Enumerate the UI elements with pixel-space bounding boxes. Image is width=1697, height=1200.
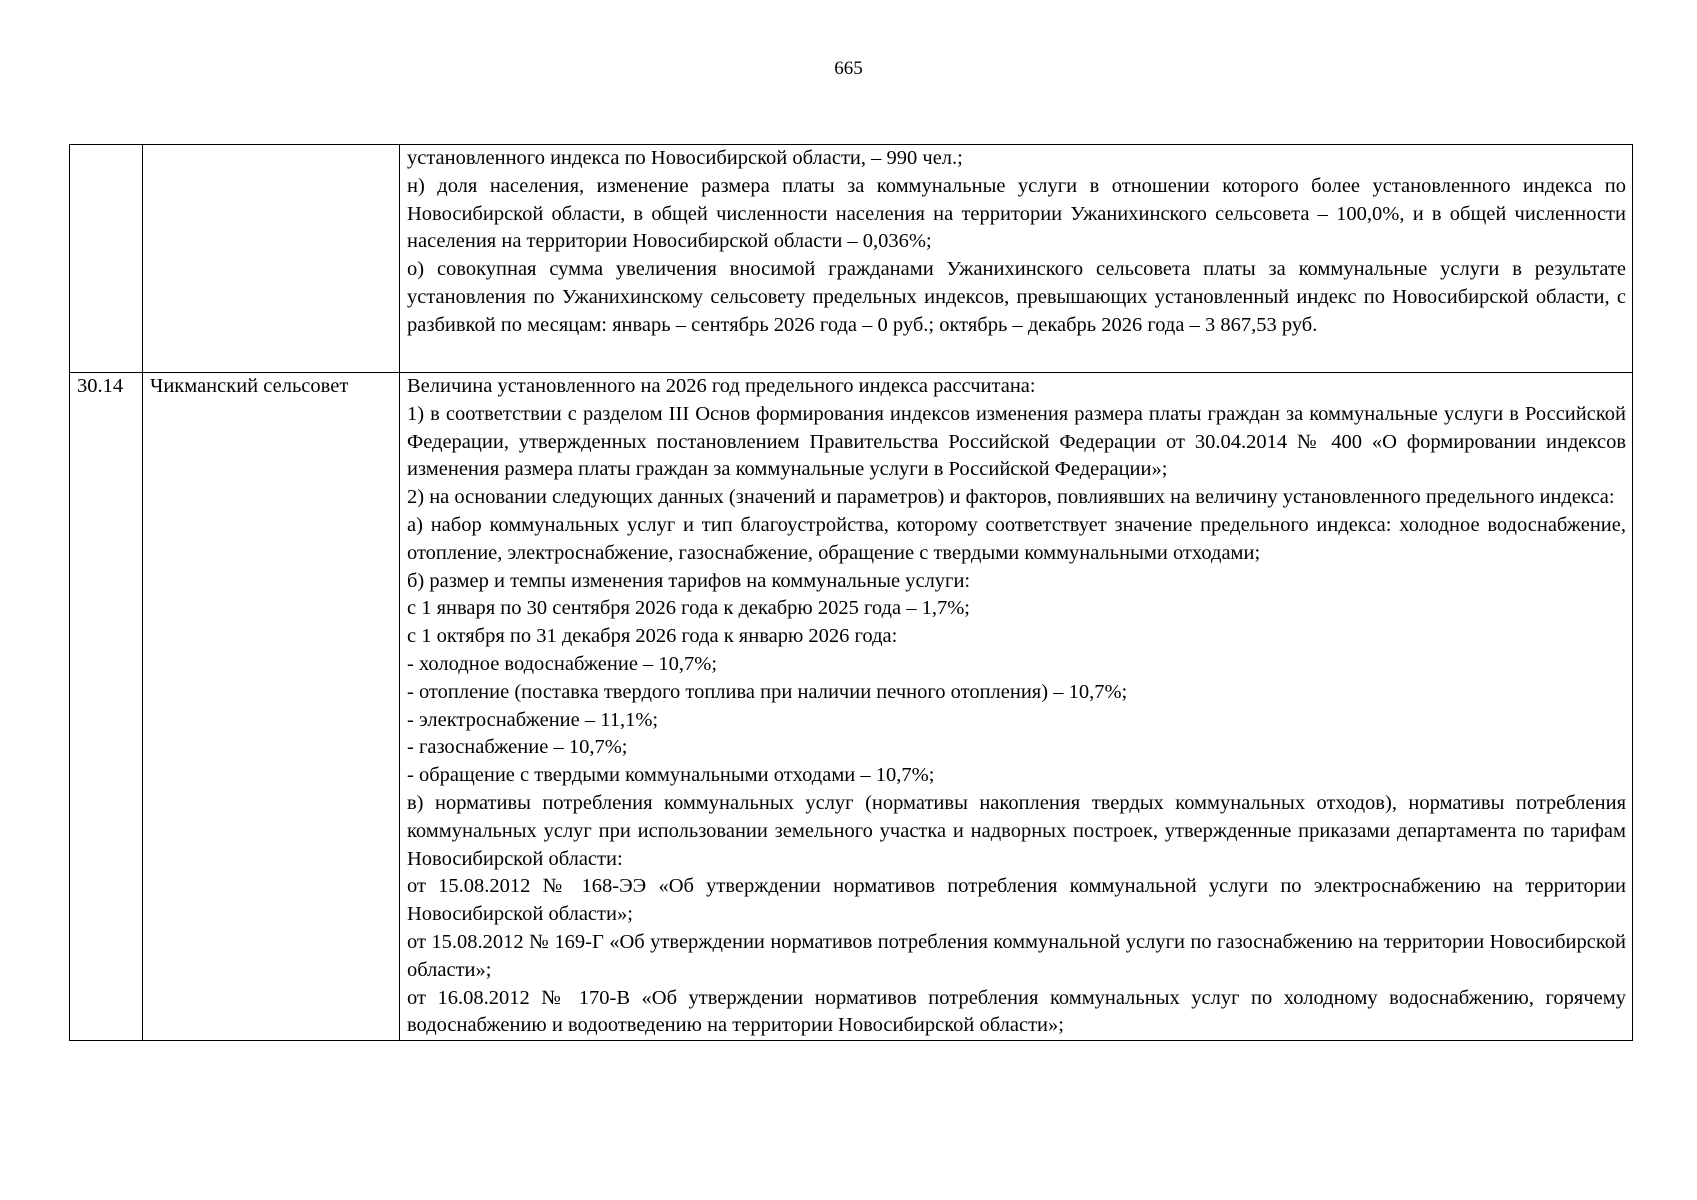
paragraph: в) нормативы потребления коммунальных услуг (нормативы накопления твердых коммунальных отходов), нормативы потребления коммунальных услуг при использовании земельного участка и надворных построек, утвержденные приказами департамента по тарифам Новосибирской области: <box>407 791 1626 870</box>
page-number: 665 <box>834 58 863 79</box>
description-cell <box>400 145 1633 373</box>
table-row <box>70 145 1633 373</box>
row-number-cell: 30.14 <box>70 373 143 1041</box>
description-cell <box>400 373 1633 1041</box>
paragraph: - отопление (поставка твердого топлива при наличии печного отопления) – 10,7%; <box>407 680 1128 703</box>
paragraph: н) доля населения, изменение размера платы за коммунальные услуги в отношении которого более установленного индекса по Новосибирской области, в общей численности населения на территории Ужанихинского сельсовета – 100,0%, и в общей численности населения на территории Новосибирской области – 0,036%; <box>407 174 1626 253</box>
paragraph: - электроснабжение – 11,1%; <box>407 708 659 731</box>
paragraph: 2) на основании следующих данных (значений и параметров) и факторов, повлиявших на величину установленного предельного индекса: <box>407 486 1615 509</box>
paragraph: - газоснабжение – 10,7%; <box>407 736 628 759</box>
paragraph: о) совокупная сумма увеличения вносимой гражданами Ужанихинского сельсовета платы за коммунальные услуги в результате установления по Ужанихинскому сельсовету предельных индексов, превышающих установленный индекс по Новосибирской области, с разбивкой по месяцам: январь – сентябрь 2026 года – 0 руб.; октябрь – декабрь 2026 года – 3 867,53 руб. <box>407 258 1626 336</box>
row-number-cell <box>70 145 143 373</box>
paragraph: - холодное водоснабжение – 10,7%; <box>407 652 718 675</box>
paragraph: Величина установленного на 2026 год предельного индекса рассчитана: <box>407 375 1036 397</box>
table-row <box>70 373 1633 1041</box>
paragraph: б) размер и темпы изменения тарифов на коммунальные услуги: <box>407 569 971 592</box>
paragraph: - обращение с твердыми коммунальными отходами – 10,7%; <box>407 764 935 787</box>
paragraph: от 16.08.2012 № 170-В «Об утверждении нормативов потребления коммунальных услуг по холодному водоснабжению, горячему водоснабжению и водоотведению на территории Новосибирской области»; <box>407 986 1626 1037</box>
municipality-name-cell: Чикманский сельсовет <box>143 373 400 1041</box>
tariff-index-table <box>69 144 1633 1041</box>
municipality-name-cell <box>143 145 400 373</box>
paragraph: с 1 января по 30 сентября 2026 года к декабрю 2025 года – 1,7%; <box>407 597 970 620</box>
paragraph: 1) в соответствии с разделом III Основ формирования индексов изменения размера платы граждан за коммунальные услуги в Российской Федерации, утвержденных постановлением Правительства Российской Федерации от 30.04.2014 № 400 «О формировании индексов изменения размера платы граждан за коммунальные услуги в Российской Федерации»; <box>407 402 1626 481</box>
paragraph: а) набор коммунальных услуг и тип благоустройства, которому соответствует значение предельного индекса: холодное водоснабжение, отопление, электроснабжение, газоснабжение, обращение с твердыми коммунальными отходами; <box>407 513 1626 564</box>
paragraph: установленного индекса по Новосибирской области, – 990 чел.; <box>407 147 963 169</box>
paragraph: от 15.08.2012 № 169-Г «Об утверждении нормативов потребления коммунальной услуги по газоснабжению на территории Новосибирской области»; <box>407 930 1626 981</box>
paragraph: от 15.08.2012 № 168-ЭЭ «Об утверждении нормативов потребления коммунальной услуги по электроснабжению на территории Новосибирской области»; <box>407 875 1626 926</box>
paragraph: с 1 октября по 31 декабря 2026 года к январю 2026 года: <box>407 625 898 648</box>
